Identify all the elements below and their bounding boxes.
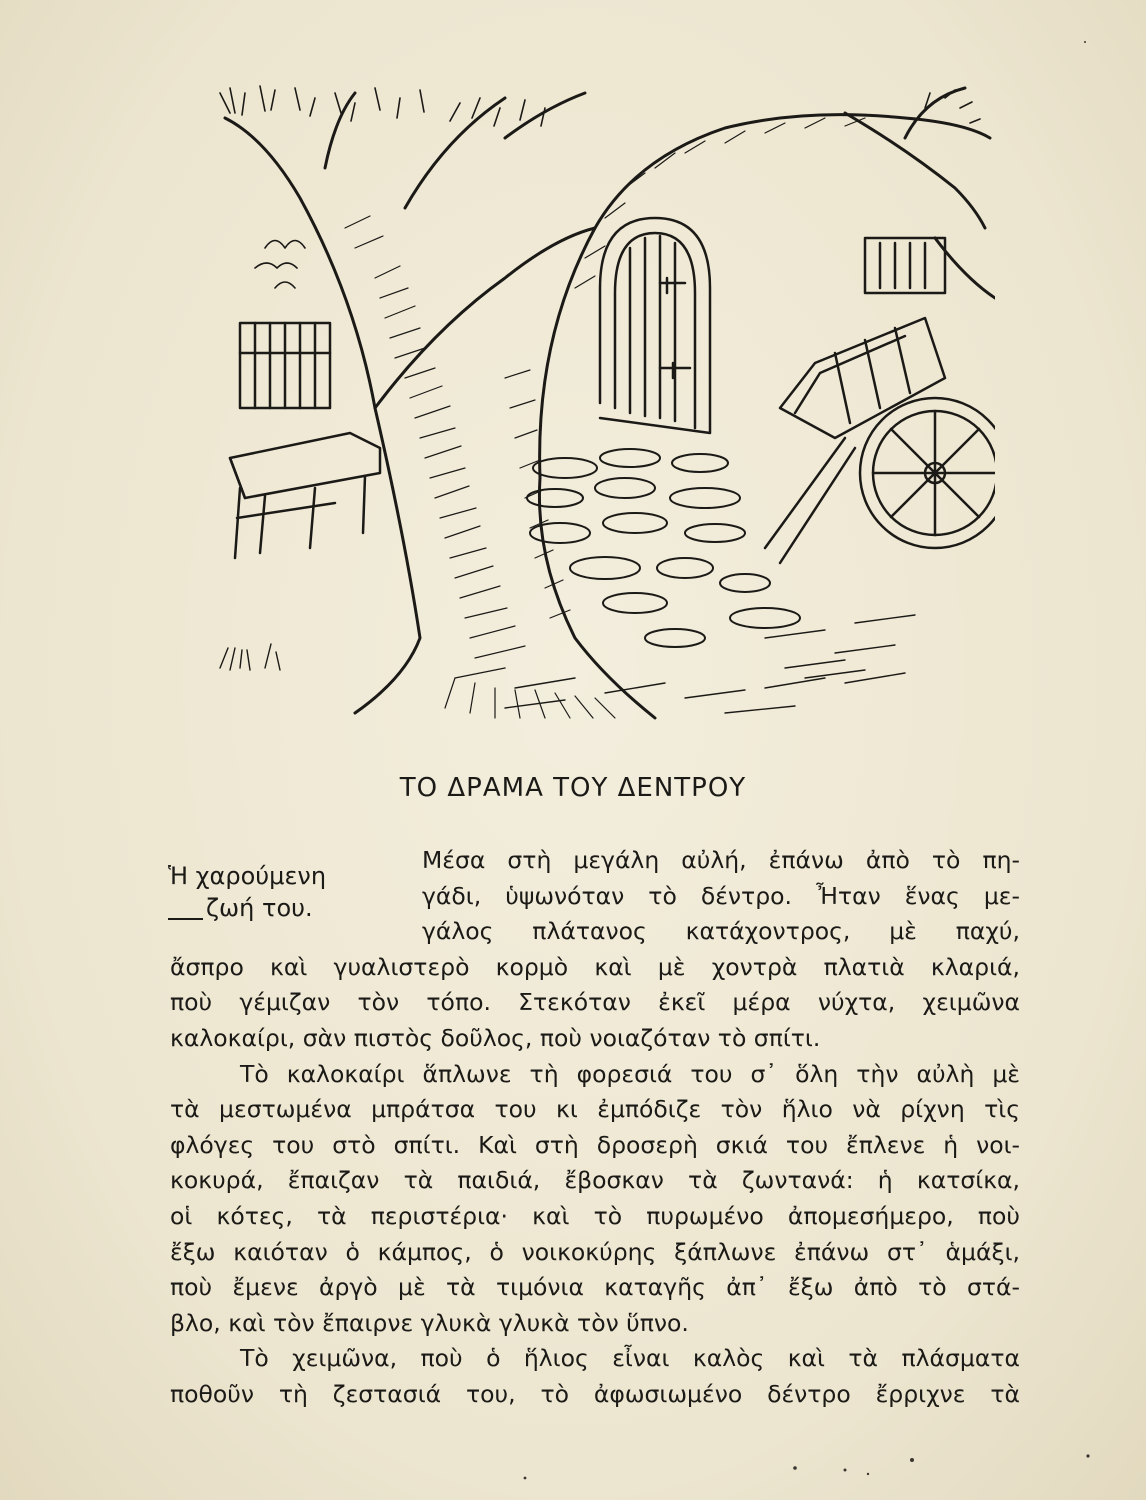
text-line: καλοκαίρι, σὰν πιστὸς δοῦλος, ποὺ νοιαζόταν τὸ σπίτι. (170, 1023, 821, 1052)
text-line: βλο, καὶ τὸν ἔπαιρνε γλυκὰ γλυκὰ τὸν ὕπνο. (170, 1308, 689, 1337)
text-line: γάλος πλάτανος κατάχοντρος, μὲ παχύ, (422, 917, 1020, 946)
margin-note-line-2-text: ζωή του. (206, 894, 313, 922)
margin-note-line-1: Ἡ χαρούμενη (168, 862, 327, 890)
chapter-title: ΤΟ ΔΡΑΜΑ ΤΟΥ ΔΕΝΤΡΟΥ (399, 773, 747, 803)
text-line: γάδι, ὑψωνόταν τὸ δέντρο. Ἦταν ἕνας με- (422, 881, 1020, 910)
text-line: οἱ κότες, τὰ περιστέρια· καὶ τὸ πυρωμένο ἀπομεσήμερο, ποὺ (170, 1201, 1020, 1230)
text-line: κοκυρά, ἔπαιζαν τὰ παιδιά, ἔβοσκαν τὰ ζωντανά: ἡ κατσίκα, (170, 1166, 1020, 1195)
text-line: ποὺ γέμιζαν τὸν τόπο. Στεκόταν ἐκεῖ μέρα νύχτα, χειμῶνα (170, 988, 1020, 1017)
text-line: ἔξω καιόταν ὁ κάμπος, ὁ νοικοκύρης ξάπλωνε ἐπάνω στ᾽ ἁμάξι, (170, 1237, 1020, 1266)
text-line: Μέσα στὴ μεγάλη αὐλή, ἐπάνω ἀπὸ τὸ πη- (422, 846, 1020, 874)
text-line: Τὸ καλοκαίρι ἅπλωνε τὴ φορεσιά του σ᾽ ὅλη τὴν αὐλὴ μὲ (240, 1059, 1020, 1088)
text-line: ποθοῦν τὴ ζεστασιά του, τὸ ἀφωσιωμένο δέντρο ἔρριχνε τὰ (170, 1379, 1020, 1408)
text-line: φλόγες του στὸ σπίτι. Καὶ στὴ δροσερὴ σκιά του ἔπλενε ἡ νοι- (170, 1130, 1020, 1159)
text-line: Τὸ χειμῶνα, ποὺ ὁ ἥλιος εἶναι καλὸς καὶ τὰ πλάσματα (240, 1344, 1020, 1373)
text-line: ποὺ ἔμενε ἀργὸ μὲ τὰ τιμόνια καταγῆς ἀπ᾽ ἔξω ἀπὸ τὸ στά- (170, 1273, 1020, 1302)
text-line: ἄσπρο καὶ γυαλιστερὸ κορμὸ καὶ μὲ χοντρὰ πλατιὰ κλαριά, (170, 952, 1020, 981)
text-line: τὰ μεστωμένα μπράτσα του κι ἐμπόδιζε τὸν ἥλιο νὰ ρίχνη τὶς (170, 1095, 1020, 1124)
